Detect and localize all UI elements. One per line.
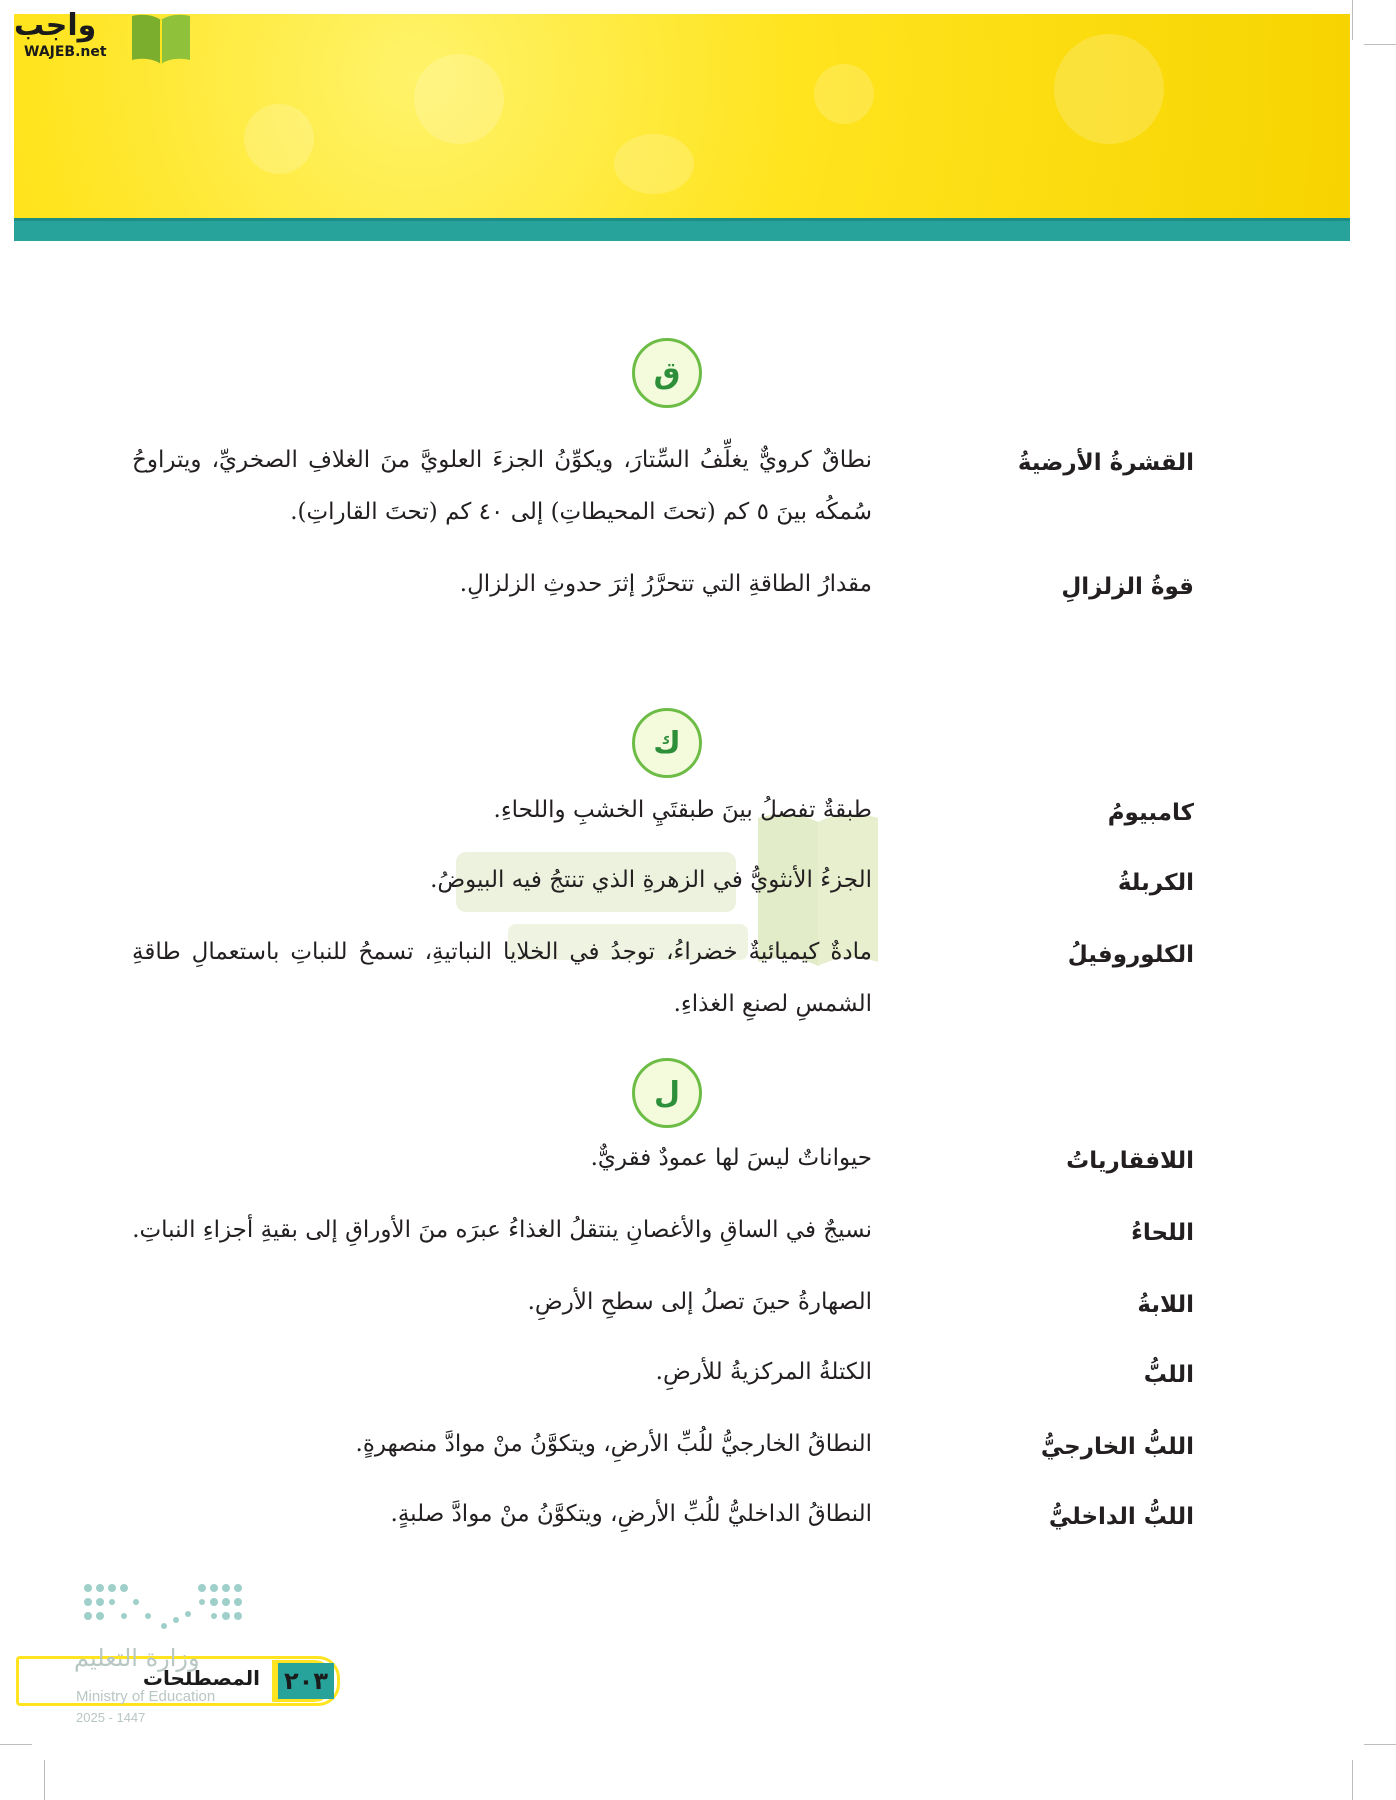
- header-banner: [14, 14, 1350, 218]
- definition-invertebrates: حيواناتٌ ليسَ لها عمودٌ فقريٌّ.: [590, 1145, 872, 1171]
- definition-earthquake-magnitude: مقدارُ الطاقةِ التي تتحرَّرُ إثرَ حدوثِ الزلزالِ.: [459, 571, 872, 597]
- definition-core: الكتلةُ المركزيةُ للأرضِ.: [655, 1359, 872, 1385]
- ministry-name-ar: وزارة التعليم: [74, 1644, 200, 1672]
- crop-mark: [1352, 1760, 1353, 1800]
- crop-mark: [1364, 44, 1396, 45]
- crop-mark: [44, 1760, 45, 1800]
- term-lava: اللابةُ: [1137, 1292, 1194, 1318]
- definition-lava: الصهارةُ حينَ تصلُ إلى سطحِ الأرضِ.: [527, 1289, 872, 1315]
- section-letter-kaf: ك: [632, 708, 702, 778]
- definition-inner-core: النطاقُ الداخليُّ للُبِّ الأرضِ، ويتكوَّنُ منْ موادَّ صلبةٍ.: [390, 1501, 872, 1527]
- term-outer-core: اللبُّ الخارجيُّ: [1040, 1434, 1194, 1460]
- footer-section-title: المصطلحات: [142, 1666, 260, 1690]
- definition-outer-core: النطاقُ الخارجيُّ للُبِّ الأرضِ، ويتكوَّنُ منْ موادَّ منصهرةٍ.: [355, 1431, 872, 1457]
- crop-mark: [1364, 1744, 1396, 1745]
- crop-mark: [0, 1744, 32, 1745]
- term-core: اللبُّ: [1143, 1362, 1194, 1388]
- definition-chlorophyll: مادةٌ كيميائيةٌ خضراءُ، توجدُ في الخلايا النباتيةِ، تسمحُ للنباتِ باستعمالِ طاقةِ الشمسِ لصنعِ الغذاءِ.: [132, 939, 872, 1017]
- definition-carpel: الجزءُ الأنثويُّ في الزهرةِ الذي تنتجُ فيه البيوضُ.: [430, 867, 872, 893]
- term-crust: القشرةُ الأرضيةُ: [1017, 450, 1194, 476]
- term-invertebrates: اللافقارياتُ: [1066, 1148, 1194, 1174]
- definition-phloem: نسيجٌ في الساقِ والأغصانِ ينتقلُ الغذاءُ عبرَه منَ الأوراقِ إلى بقيةِ أجزاءِ النباتِ.: [132, 1217, 872, 1243]
- term-cambium: كامبيومُ: [1107, 800, 1194, 826]
- term-carpel: الكربلةُ: [1117, 870, 1194, 896]
- term-inner-core: اللبُّ الداخليُّ: [1048, 1504, 1194, 1530]
- header-stripe: [14, 218, 1350, 241]
- brand-watermark: [12, 4, 192, 64]
- term-phloem: اللحاءُ: [1131, 1220, 1194, 1246]
- term-earthquake-magnitude: قوةُ الزلزالِ: [1061, 574, 1194, 600]
- edition-year: 2025 - 1447: [76, 1710, 146, 1725]
- section-letter-lam: ل: [632, 1058, 702, 1128]
- term-chlorophyll: الكلوروفيلُ: [1067, 942, 1194, 968]
- ministry-name-en: Ministry of Education: [76, 1688, 216, 1705]
- brand-name-ar: واجب: [14, 8, 97, 43]
- book-icon: [130, 10, 192, 64]
- crop-mark: [1352, 0, 1353, 40]
- page-number: ٢٠٣: [278, 1663, 334, 1699]
- definition-cambium: طبقةٌ تفصلُ بينَ طبقتَيِ الخشبِ واللحاءِ.: [493, 797, 872, 823]
- section-letter-qaf: ق: [632, 338, 702, 408]
- brand-name-en: WAJEB.net: [24, 44, 107, 60]
- definition-crust: نطاقٌ كرويٌّ يغلِّفُ السِّتارَ، ويكوِّنُ الجزءَ العلويَّ منَ الغلافِ الصخريِّ، ويتراوحُ سُمكُه بينَ ٥ كم (تحتَ المحيطاتِ) إلى ٤٠ كم (تحتَ القاراتِ).: [132, 447, 872, 525]
- ministry-logo-icon: [78, 1580, 248, 1640]
